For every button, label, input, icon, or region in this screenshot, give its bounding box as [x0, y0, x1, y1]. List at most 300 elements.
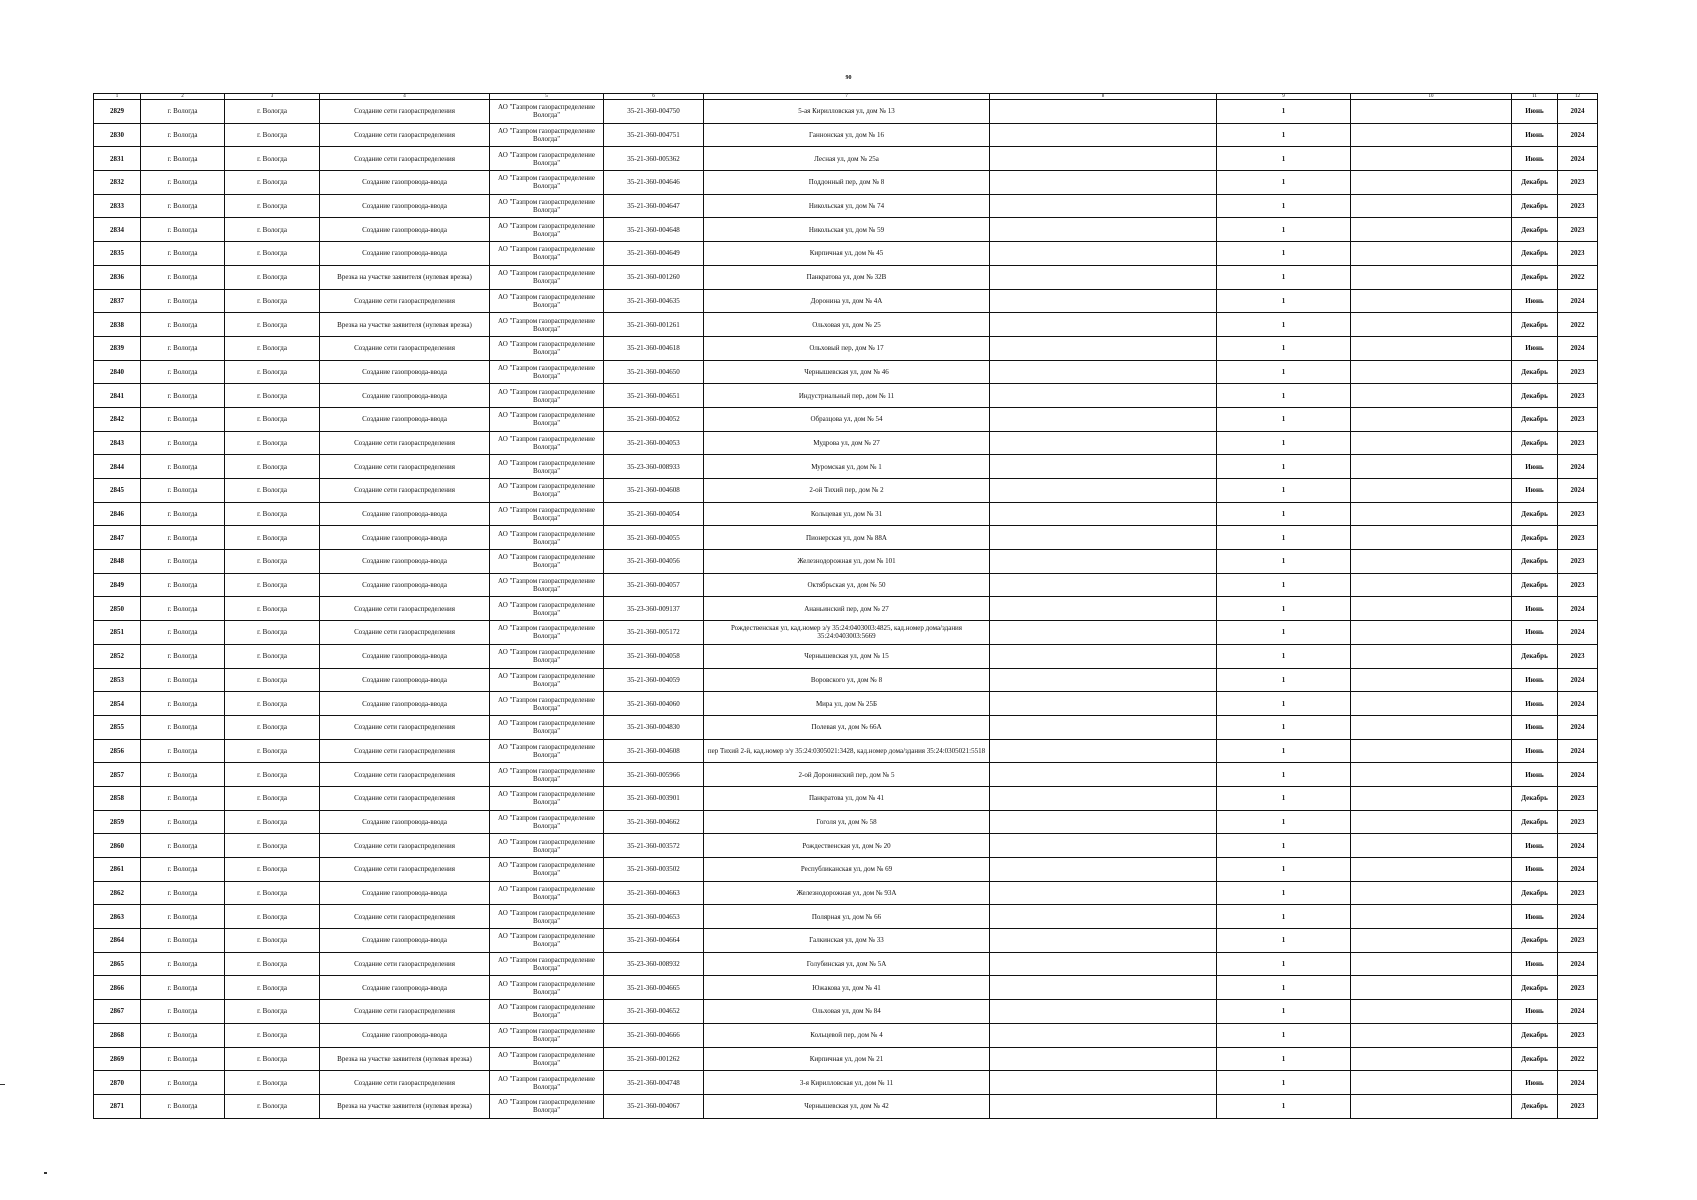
- header-cell: 5: [490, 94, 604, 100]
- settlement-cell: г. Вологда: [225, 479, 320, 503]
- empty-column-8-cell: [990, 407, 1217, 431]
- municipality-cell: г. Вологда: [141, 976, 225, 1000]
- row-number-cell: 2838: [94, 313, 141, 337]
- application-number-cell: 35-21-360-004662: [604, 810, 704, 834]
- row-number-cell: 2868: [94, 1023, 141, 1047]
- organization-cell: АО "Газпром газораспределение Вологда": [490, 715, 604, 739]
- address-cell: Мудрова ул, дом № 27: [704, 431, 990, 455]
- empty-column-8-cell: [990, 976, 1217, 1000]
- page-number: 90: [845, 75, 852, 81]
- settlement-cell: г. Вологда: [225, 455, 320, 479]
- table-row: [94, 834, 1598, 858]
- year-cell: 2023: [1558, 644, 1598, 668]
- empty-column-8-cell: [990, 550, 1217, 574]
- year-cell: 2023: [1558, 1094, 1598, 1118]
- row-number-cell: 2835: [94, 242, 141, 266]
- work-type-cell: Создание сети газораспределения: [320, 479, 490, 503]
- address-cell: Полярная ул, дом № 66: [704, 905, 990, 929]
- row-number-cell: 2857: [94, 763, 141, 787]
- header-cell: 11: [1512, 94, 1558, 100]
- organization-cell: АО "Газпром газораспределение Вологда": [490, 407, 604, 431]
- work-type-cell: Создание сети газораспределения: [320, 289, 490, 313]
- month-cell: Декабрь: [1512, 1047, 1558, 1071]
- empty-column-10-cell: [1351, 100, 1512, 124]
- empty-column-8-cell: [990, 929, 1217, 953]
- row-number-cell: 2859: [94, 810, 141, 834]
- table-row: [94, 242, 1598, 266]
- year-cell: 2023: [1558, 218, 1598, 242]
- empty-column-10-cell: [1351, 242, 1512, 266]
- organization-cell: АО "Газпром газораспределение Вологда": [490, 1000, 604, 1024]
- settlement-cell: г. Вологда: [225, 550, 320, 574]
- empty-column-10-cell: [1351, 479, 1512, 503]
- month-cell: Декабрь: [1512, 644, 1558, 668]
- quantity-cell: 1: [1217, 573, 1351, 597]
- settlement-cell: г. Вологда: [225, 289, 320, 313]
- empty-column-10-cell: [1351, 1094, 1512, 1118]
- empty-column-8-cell: [990, 573, 1217, 597]
- month-cell: Декабрь: [1512, 786, 1558, 810]
- settlement-cell: г. Вологда: [225, 1071, 320, 1095]
- quantity-cell: 1: [1217, 313, 1351, 337]
- work-type-cell: Создание газопровода-ввода: [320, 668, 490, 692]
- application-number-cell: 35-23-360-009137: [604, 597, 704, 621]
- row-number-cell: 2862: [94, 881, 141, 905]
- address-cell: Поддонный пер, дом № 8: [704, 171, 990, 195]
- application-number-cell: 35-21-360-004052: [604, 407, 704, 431]
- month-cell: Июнь: [1512, 952, 1558, 976]
- year-cell: 2023: [1558, 881, 1598, 905]
- municipality-cell: г. Вологда: [141, 242, 225, 266]
- empty-column-8-cell: [990, 715, 1217, 739]
- header-cell: 10: [1351, 94, 1512, 100]
- empty-column-10-cell: [1351, 123, 1512, 147]
- application-number-cell: 35-21-360-004651: [604, 384, 704, 408]
- month-cell: Декабрь: [1512, 265, 1558, 289]
- empty-column-10-cell: [1351, 313, 1512, 337]
- year-cell: 2024: [1558, 597, 1598, 621]
- year-cell: 2024: [1558, 692, 1598, 716]
- organization-cell: АО "Газпром газораспределение Вологда": [490, 881, 604, 905]
- address-cell: Галкинская ул, дом № 33: [704, 929, 990, 953]
- application-number-cell: 35-21-360-004751: [604, 123, 704, 147]
- row-number-cell: 2839: [94, 336, 141, 360]
- empty-column-10-cell: [1351, 1071, 1512, 1095]
- table-row: [94, 786, 1598, 810]
- address-cell: Гоголя ул, дом № 58: [704, 810, 990, 834]
- table-row: [94, 881, 1598, 905]
- organization-cell: АО "Газпром газораспределение Вологда": [490, 1071, 604, 1095]
- quantity-cell: 1: [1217, 976, 1351, 1000]
- municipality-cell: г. Вологда: [141, 550, 225, 574]
- application-number-cell: 35-21-360-004648: [604, 218, 704, 242]
- empty-column-10-cell: [1351, 502, 1512, 526]
- empty-column-8-cell: [990, 1094, 1217, 1118]
- application-number-cell: 35-21-360-001260: [604, 265, 704, 289]
- quantity-cell: 1: [1217, 644, 1351, 668]
- month-cell: Июнь: [1512, 147, 1558, 171]
- settlement-cell: г. Вологда: [225, 597, 320, 621]
- table-row: [94, 1094, 1598, 1118]
- address-cell: Мира ул, дом № 25Б: [704, 692, 990, 716]
- empty-column-10-cell: [1351, 384, 1512, 408]
- month-cell: Декабрь: [1512, 810, 1558, 834]
- empty-column-8-cell: [990, 336, 1217, 360]
- empty-column-10-cell: [1351, 763, 1512, 787]
- work-type-cell: Создание сети газораспределения: [320, 786, 490, 810]
- work-type-cell: Создание газопровода-ввода: [320, 644, 490, 668]
- municipality-cell: г. Вологда: [141, 218, 225, 242]
- organization-cell: АО "Газпром газораспределение Вологда": [490, 194, 604, 218]
- address-cell: Ананьинский пер, дом № 27: [704, 597, 990, 621]
- municipality-cell: г. Вологда: [141, 786, 225, 810]
- settlement-cell: г. Вологда: [225, 952, 320, 976]
- municipality-cell: г. Вологда: [141, 100, 225, 124]
- empty-column-8-cell: [990, 786, 1217, 810]
- settlement-cell: г. Вологда: [225, 763, 320, 787]
- work-type-cell: Создание газопровода-ввода: [320, 171, 490, 195]
- header-cell: 7: [704, 94, 990, 100]
- row-number-cell: 2829: [94, 100, 141, 124]
- work-type-cell: Создание сети газораспределения: [320, 858, 490, 882]
- table-row: [94, 265, 1598, 289]
- empty-column-10-cell: [1351, 929, 1512, 953]
- work-type-cell: Создание сети газораспределения: [320, 905, 490, 929]
- address-cell: Лесная ул, дом № 25а: [704, 147, 990, 171]
- application-number-cell: 35-21-360-004055: [604, 526, 704, 550]
- empty-column-8-cell: [990, 1000, 1217, 1024]
- year-cell: 2023: [1558, 360, 1598, 384]
- scan-mark-bottom: [44, 1172, 47, 1174]
- table-row: [94, 407, 1598, 431]
- organization-cell: АО "Газпром газораспределение Вологда": [490, 976, 604, 1000]
- municipality-cell: г. Вологда: [141, 858, 225, 882]
- table-row: [94, 313, 1598, 337]
- work-type-cell: Создание сети газораспределения: [320, 100, 490, 124]
- year-cell: 2024: [1558, 668, 1598, 692]
- table-row: [94, 739, 1598, 763]
- municipality-cell: г. Вологда: [141, 952, 225, 976]
- quantity-cell: 1: [1217, 763, 1351, 787]
- settlement-cell: г. Вологда: [225, 668, 320, 692]
- organization-cell: АО "Газпром газораспределение Вологда": [490, 858, 604, 882]
- work-type-cell: Создание сети газораспределения: [320, 1000, 490, 1024]
- row-number-cell: 2832: [94, 171, 141, 195]
- municipality-cell: г. Вологда: [141, 194, 225, 218]
- municipality-cell: г. Вологда: [141, 597, 225, 621]
- month-cell: Декабрь: [1512, 1094, 1558, 1118]
- row-number-cell: 2830: [94, 123, 141, 147]
- quantity-cell: 1: [1217, 1071, 1351, 1095]
- month-cell: Июнь: [1512, 1000, 1558, 1024]
- application-number-cell: 35-21-360-004646: [604, 171, 704, 195]
- address-cell: Воровского ул, дом № 8: [704, 668, 990, 692]
- quantity-cell: 1: [1217, 810, 1351, 834]
- organization-cell: АО "Газпром газораспределение Вологда": [490, 218, 604, 242]
- scan-mark-left: [0, 1084, 5, 1085]
- quantity-cell: 1: [1217, 526, 1351, 550]
- organization-cell: АО "Газпром газораспределение Вологда": [490, 479, 604, 503]
- address-cell: Республиканская ул, дом № 69: [704, 858, 990, 882]
- empty-column-8-cell: [990, 289, 1217, 313]
- organization-cell: АО "Газпром газораспределение Вологда": [490, 123, 604, 147]
- address-cell: Чернышевская ул, дом № 42: [704, 1094, 990, 1118]
- year-cell: 2023: [1558, 1023, 1598, 1047]
- application-number-cell: 35-21-360-004830: [604, 715, 704, 739]
- empty-column-8-cell: [990, 313, 1217, 337]
- municipality-cell: г. Вологда: [141, 336, 225, 360]
- work-type-cell: Создание газопровода-ввода: [320, 407, 490, 431]
- organization-cell: АО "Газпром газораспределение Вологда": [490, 384, 604, 408]
- empty-column-10-cell: [1351, 573, 1512, 597]
- year-cell: 2024: [1558, 858, 1598, 882]
- header-cell: 8: [990, 94, 1217, 100]
- month-cell: Июнь: [1512, 621, 1558, 645]
- table-row: [94, 905, 1598, 929]
- address-cell: Никольская ул, дом № 59: [704, 218, 990, 242]
- empty-column-10-cell: [1351, 526, 1512, 550]
- year-cell: 2023: [1558, 431, 1598, 455]
- settlement-cell: г. Вологда: [225, 929, 320, 953]
- empty-column-10-cell: [1351, 810, 1512, 834]
- municipality-cell: г. Вологда: [141, 384, 225, 408]
- table-row: [94, 147, 1598, 171]
- settlement-cell: г. Вологда: [225, 858, 320, 882]
- organization-cell: АО "Газпром газораспределение Вологда": [490, 573, 604, 597]
- empty-column-10-cell: [1351, 739, 1512, 763]
- table-row: [94, 858, 1598, 882]
- municipality-cell: г. Вологда: [141, 289, 225, 313]
- year-cell: 2023: [1558, 929, 1598, 953]
- address-cell: Рождественская ул, дом № 20: [704, 834, 990, 858]
- empty-column-10-cell: [1351, 621, 1512, 645]
- empty-column-8-cell: [990, 479, 1217, 503]
- work-type-cell: Создание газопровода-ввода: [320, 881, 490, 905]
- empty-column-10-cell: [1351, 194, 1512, 218]
- municipality-cell: г. Вологда: [141, 881, 225, 905]
- municipality-cell: г. Вологда: [141, 455, 225, 479]
- year-cell: 2024: [1558, 455, 1598, 479]
- organization-cell: АО "Газпром газораспределение Вологда": [490, 763, 604, 787]
- organization-cell: АО "Газпром газораспределение Вологда": [490, 929, 604, 953]
- application-number-cell: 35-23-360-008933: [604, 455, 704, 479]
- application-number-cell: 35-21-360-004057: [604, 573, 704, 597]
- table-row: [94, 597, 1598, 621]
- application-number-cell: 35-21-360-004059: [604, 668, 704, 692]
- table-row: [94, 123, 1598, 147]
- table-row: [94, 479, 1598, 503]
- address-cell: Доронина ул, дом № 4А: [704, 289, 990, 313]
- empty-column-8-cell: [990, 100, 1217, 124]
- quantity-cell: 1: [1217, 407, 1351, 431]
- application-number-cell: 35-21-360-003901: [604, 786, 704, 810]
- year-cell: 2022: [1558, 265, 1598, 289]
- settlement-cell: г. Вологда: [225, 834, 320, 858]
- empty-column-8-cell: [990, 242, 1217, 266]
- organization-cell: АО "Газпром газораспределение Вологда": [490, 455, 604, 479]
- settlement-cell: г. Вологда: [225, 1094, 320, 1118]
- empty-column-8-cell: [990, 147, 1217, 171]
- month-cell: Декабрь: [1512, 431, 1558, 455]
- table-row: [94, 360, 1598, 384]
- work-type-cell: Создание сети газораспределения: [320, 621, 490, 645]
- settlement-cell: г. Вологда: [225, 786, 320, 810]
- month-cell: Декабрь: [1512, 171, 1558, 195]
- month-cell: Июнь: [1512, 668, 1558, 692]
- work-type-cell: Создание газопровода-ввода: [320, 573, 490, 597]
- year-cell: 2024: [1558, 621, 1598, 645]
- empty-column-10-cell: [1351, 858, 1512, 882]
- empty-column-8-cell: [990, 384, 1217, 408]
- application-number-cell: 35-21-360-004665: [604, 976, 704, 1000]
- table-row: [94, 550, 1598, 574]
- table-row: [94, 218, 1598, 242]
- table-row: [94, 455, 1598, 479]
- quantity-cell: 1: [1217, 1047, 1351, 1071]
- municipality-cell: г. Вологда: [141, 123, 225, 147]
- empty-column-10-cell: [1351, 407, 1512, 431]
- work-type-cell: Создание газопровода-ввода: [320, 1023, 490, 1047]
- organization-cell: АО "Газпром газораспределение Вологда": [490, 360, 604, 384]
- work-type-cell: Создание сети газораспределения: [320, 715, 490, 739]
- address-cell: Ганнонская ул, дом № 16: [704, 123, 990, 147]
- year-cell: 2023: [1558, 976, 1598, 1000]
- settlement-cell: г. Вологда: [225, 621, 320, 645]
- work-type-cell: Создание газопровода-ввода: [320, 692, 490, 716]
- table-row: [94, 1000, 1598, 1024]
- month-cell: Июнь: [1512, 336, 1558, 360]
- quantity-cell: 1: [1217, 905, 1351, 929]
- quantity-cell: 1: [1217, 621, 1351, 645]
- organization-cell: АО "Газпром газораспределение Вологда": [490, 668, 604, 692]
- settlement-cell: г. Вологда: [225, 976, 320, 1000]
- address-cell: Ольховая ул, дом № 25: [704, 313, 990, 337]
- year-cell: 2023: [1558, 810, 1598, 834]
- quantity-cell: 1: [1217, 360, 1351, 384]
- quantity-cell: 1: [1217, 100, 1351, 124]
- row-number-cell: 2836: [94, 265, 141, 289]
- empty-column-10-cell: [1351, 455, 1512, 479]
- quantity-cell: 1: [1217, 1094, 1351, 1118]
- row-number-cell: 2856: [94, 739, 141, 763]
- empty-column-10-cell: [1351, 218, 1512, 242]
- year-cell: 2024: [1558, 952, 1598, 976]
- quantity-cell: 1: [1217, 834, 1351, 858]
- work-type-cell: Создание сети газораспределения: [320, 147, 490, 171]
- year-cell: 2023: [1558, 526, 1598, 550]
- month-cell: Декабрь: [1512, 929, 1558, 953]
- year-cell: 2024: [1558, 739, 1598, 763]
- quantity-cell: 1: [1217, 739, 1351, 763]
- settlement-cell: г. Вологда: [225, 810, 320, 834]
- municipality-cell: г. Вологда: [141, 265, 225, 289]
- address-cell: Никольская ул, дом № 74: [704, 194, 990, 218]
- application-number-cell: 35-21-360-004650: [604, 360, 704, 384]
- row-number-cell: 2861: [94, 858, 141, 882]
- work-type-cell: Врезка на участке заявителя (нулевая врезка): [320, 1094, 490, 1118]
- year-cell: 2023: [1558, 786, 1598, 810]
- year-cell: 2022: [1558, 313, 1598, 337]
- work-type-cell: Создание сети газораспределения: [320, 763, 490, 787]
- table-row: [94, 384, 1598, 408]
- organization-cell: АО "Газпром газораспределение Вологда": [490, 313, 604, 337]
- application-number-cell: 35-21-360-004060: [604, 692, 704, 716]
- row-number-cell: 2866: [94, 976, 141, 1000]
- work-type-cell: Врезка на участке заявителя (нулевая врезка): [320, 265, 490, 289]
- table-row: [94, 715, 1598, 739]
- empty-column-10-cell: [1351, 834, 1512, 858]
- empty-column-8-cell: [990, 597, 1217, 621]
- application-number-cell: 35-21-360-004056: [604, 550, 704, 574]
- year-cell: 2024: [1558, 336, 1598, 360]
- row-number-cell: 2846: [94, 502, 141, 526]
- row-number-cell: 2848: [94, 550, 141, 574]
- table-row: [94, 952, 1598, 976]
- application-number-cell: 35-21-360-004058: [604, 644, 704, 668]
- table-row: [94, 692, 1598, 716]
- month-cell: Декабрь: [1512, 407, 1558, 431]
- empty-column-8-cell: [990, 1047, 1217, 1071]
- application-number-cell: 35-21-360-004653: [604, 905, 704, 929]
- application-number-cell: 35-21-360-001262: [604, 1047, 704, 1071]
- empty-column-10-cell: [1351, 692, 1512, 716]
- empty-column-8-cell: [990, 881, 1217, 905]
- municipality-cell: г. Вологда: [141, 171, 225, 195]
- settlement-cell: г. Вологда: [225, 1000, 320, 1024]
- month-cell: Декабрь: [1512, 384, 1558, 408]
- application-number-cell: 35-21-360-004649: [604, 242, 704, 266]
- organization-cell: АО "Газпром газораспределение Вологда": [490, 171, 604, 195]
- year-cell: 2023: [1558, 502, 1598, 526]
- quantity-cell: 1: [1217, 1023, 1351, 1047]
- row-number-cell: 2847: [94, 526, 141, 550]
- municipality-cell: г. Вологда: [141, 715, 225, 739]
- municipality-cell: г. Вологда: [141, 644, 225, 668]
- work-type-cell: Создание сети газораспределения: [320, 336, 490, 360]
- municipality-cell: г. Вологда: [141, 668, 225, 692]
- organization-cell: АО "Газпром газораспределение Вологда": [490, 1047, 604, 1071]
- empty-column-8-cell: [990, 668, 1217, 692]
- empty-column-10-cell: [1351, 431, 1512, 455]
- header-cell: 3: [225, 94, 320, 100]
- organization-cell: АО "Газпром газораспределение Вологда": [490, 336, 604, 360]
- row-number-cell: 2855: [94, 715, 141, 739]
- application-number-cell: 35-21-360-004666: [604, 1023, 704, 1047]
- empty-column-10-cell: [1351, 1000, 1512, 1024]
- quantity-cell: 1: [1217, 502, 1351, 526]
- organization-cell: АО "Газпром газораспределение Вологда": [490, 834, 604, 858]
- address-cell: Панкратова ул, дом № 41: [704, 786, 990, 810]
- empty-column-8-cell: [990, 834, 1217, 858]
- empty-column-10-cell: [1351, 336, 1512, 360]
- organization-cell: АО "Газпром газораспределение Вологда": [490, 242, 604, 266]
- year-cell: 2024: [1558, 715, 1598, 739]
- quantity-cell: 1: [1217, 668, 1351, 692]
- municipality-cell: г. Вологда: [141, 147, 225, 171]
- quantity-cell: 1: [1217, 194, 1351, 218]
- address-cell: Панкратова ул, дом № 32В: [704, 265, 990, 289]
- empty-column-8-cell: [990, 858, 1217, 882]
- month-cell: Июнь: [1512, 100, 1558, 124]
- empty-column-8-cell: [990, 739, 1217, 763]
- month-cell: Июнь: [1512, 715, 1558, 739]
- organization-cell: АО "Газпром газораспределение Вологда": [490, 550, 604, 574]
- year-cell: 2024: [1558, 100, 1598, 124]
- organization-cell: АО "Газпром газораспределение Вологда": [490, 692, 604, 716]
- work-type-cell: Создание газопровода-ввода: [320, 550, 490, 574]
- municipality-cell: г. Вологда: [141, 502, 225, 526]
- year-cell: 2022: [1558, 1047, 1598, 1071]
